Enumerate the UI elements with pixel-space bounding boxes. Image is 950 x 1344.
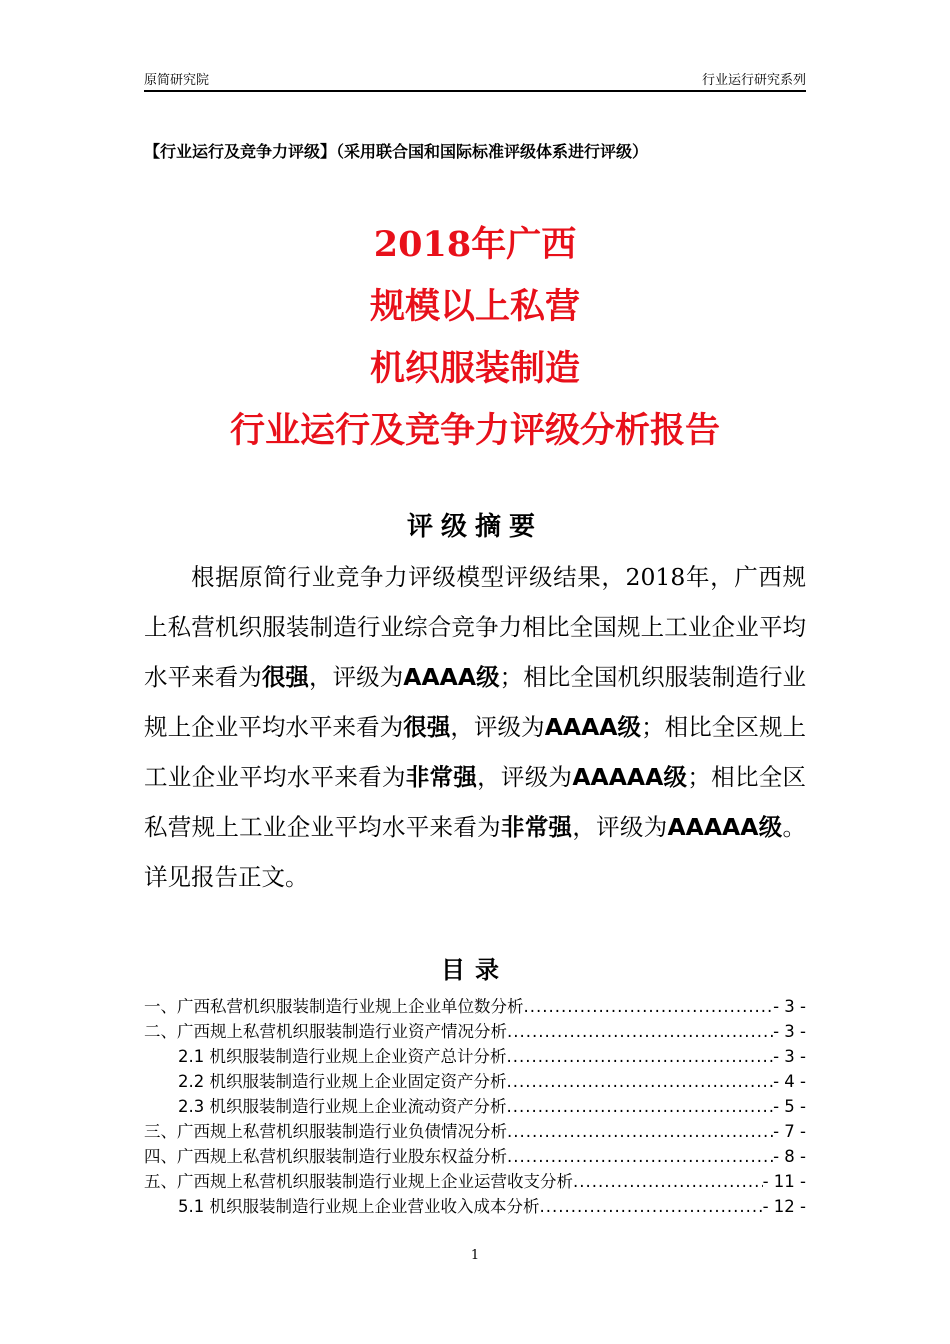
emphasis-text: AAAAA级 bbox=[667, 813, 783, 841]
toc-entry-label: 2.1 机织服装制造行业规上企业资产总计分析 bbox=[178, 1047, 507, 1066]
toc-entry-label: 三、广西规上私营机织服装制造行业负债情况分析 bbox=[144, 1122, 507, 1141]
toc-entry[interactable] bbox=[144, 1143, 806, 1168]
summary-text: ，评级为 bbox=[309, 663, 404, 691]
toc-entry[interactable] bbox=[144, 993, 806, 1018]
summary-text: 根据原简行业竞争力评级模型评级结果，2018年，广西规上私营机织服装制造行业综合竞争力相比全国规上工业企业平均水平来看为 bbox=[144, 563, 806, 691]
toc-entry[interactable] bbox=[144, 1093, 806, 1118]
summary-text: ，评级为 bbox=[572, 813, 668, 841]
toc-entry-page: - 11 - bbox=[762, 1172, 806, 1191]
toc-entry-label: 5.1 机织服装制造行业规上企业营业收入成本分析 bbox=[178, 1197, 540, 1216]
toc-leader-dots bbox=[507, 1097, 774, 1116]
toc-entry-label: 2.2 机织服装制造行业规上企业固定资产分析 bbox=[178, 1072, 507, 1091]
emphasis-text: 很强 bbox=[261, 663, 309, 691]
toc-entry-label: 一、广西私营机织服装制造行业规上企业单位数分析 bbox=[144, 997, 524, 1016]
summary-text: ，评级为 bbox=[477, 763, 573, 791]
toc-entry-page: - 4 - bbox=[773, 1072, 806, 1091]
summary-text: 。详见报告正文。 bbox=[144, 813, 807, 891]
summary-paragraph bbox=[144, 552, 806, 902]
header-series: 行业运行研究系列 bbox=[701, 73, 806, 88]
toc-leader-dots bbox=[507, 1122, 773, 1141]
toc-entry[interactable] bbox=[144, 1118, 806, 1143]
toc-entry-page: - 3 - bbox=[773, 1022, 806, 1041]
toc-leader-dots bbox=[507, 1072, 774, 1091]
emphasis-text: AAAAA级 bbox=[572, 763, 688, 791]
toc-entry[interactable] bbox=[144, 1168, 806, 1193]
toc-leader-dots bbox=[507, 1147, 773, 1166]
toc-entry-label: 二、广西规上私营机织服装制造行业资产情况分析 bbox=[144, 1022, 507, 1041]
summary-text: ；相比全区规上工业企业平均水平来看为 bbox=[144, 713, 807, 791]
toc-leader-dots bbox=[540, 1197, 763, 1216]
toc-entry[interactable] bbox=[144, 1068, 806, 1093]
toc-entry-page: - 5 - bbox=[773, 1097, 806, 1116]
table-of-contents bbox=[144, 993, 806, 1218]
emphasis-text: 非常强 bbox=[500, 813, 573, 841]
toc-entry[interactable] bbox=[144, 1018, 806, 1043]
toc-leader-dots bbox=[524, 997, 774, 1016]
toc-entry-label: 四、广西规上私营机织服装制造行业股东权益分析 bbox=[144, 1147, 507, 1166]
report-title bbox=[0, 214, 950, 462]
toc-entry-label: 2.3 机织服装制造行业规上企业流动资产分析 bbox=[178, 1097, 507, 1116]
toc-leader-dots bbox=[507, 1047, 774, 1066]
title-line: 2018年广西 bbox=[373, 224, 577, 265]
emphasis-text: 非常强 bbox=[405, 763, 478, 791]
toc-entry[interactable] bbox=[144, 1043, 806, 1068]
toc-entry-page: - 3 - bbox=[773, 997, 806, 1016]
toc-entry-page: - 7 - bbox=[773, 1122, 806, 1141]
toc-entry-page: - 8 - bbox=[773, 1147, 806, 1166]
toc-leader-dots bbox=[507, 1022, 773, 1041]
toc-entry-page: - 12 - bbox=[762, 1197, 806, 1216]
summary-heading: 评级摘要 bbox=[406, 512, 543, 542]
emphasis-text: AAAA级 bbox=[403, 663, 500, 691]
summary-text: ；相比全国机织服装制造行业规上企业平均水平来看为 bbox=[144, 663, 807, 741]
toc-heading: 目录 bbox=[441, 956, 509, 984]
page-number: 1 bbox=[470, 1248, 480, 1263]
title-line: 行业运行及竞争力评级分析报告 bbox=[229, 410, 720, 451]
emphasis-text: AAAA级 bbox=[544, 713, 642, 741]
summary-text: ；相比全区私营规上工业企业平均水平来看为 bbox=[144, 763, 807, 841]
toc-entry-page: - 3 - bbox=[773, 1047, 806, 1066]
toc-leader-dots bbox=[573, 1172, 763, 1191]
rating-note: 【行业运行及竞争力评级】（采用联合国和国际标准评级体系进行评级） bbox=[144, 142, 649, 161]
toc-entry[interactable] bbox=[144, 1193, 806, 1218]
summary-text: ，评级为 bbox=[450, 713, 545, 741]
header-org: 原简研究院 bbox=[144, 73, 210, 88]
toc-entry-label: 五、广西规上私营机织服装制造行业规上企业运营收支分析 bbox=[144, 1172, 573, 1191]
title-line: 机织服装制造 bbox=[369, 348, 580, 389]
page-header bbox=[144, 68, 806, 92]
emphasis-text: 很强 bbox=[403, 713, 451, 741]
title-line: 规模以上私营 bbox=[369, 286, 580, 327]
